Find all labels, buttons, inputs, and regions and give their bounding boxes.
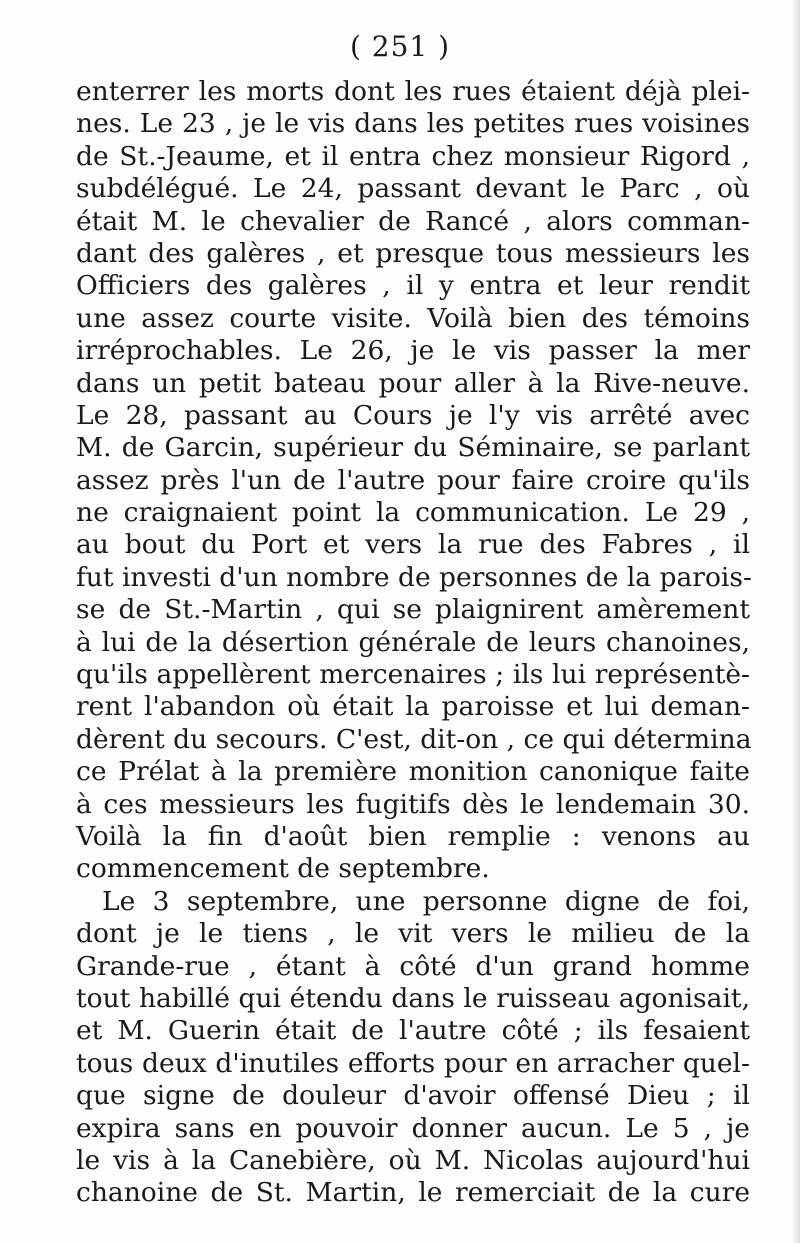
text-line: tous deux d'inutiles efforts pour en arracher quel-: [76, 1047, 750, 1079]
text-line: à ces messieurs les fugitifs dès le lendemain 30.: [76, 788, 750, 820]
text-line: chanoine de St. Martin, le remerciait de la cure: [76, 1177, 750, 1209]
text-line: Voilà la fin d'août bien remplie : venons au: [76, 820, 750, 852]
text-line: fut investi d'un nombre de personnes de la parois-: [76, 561, 752, 593]
text-line: enterrer les morts dont les rues étaient déjà plei-: [76, 76, 750, 107]
text-line: que signe de douleur d'avoir offensé Dieu ; il: [76, 1080, 750, 1112]
text-line: subdélégué. Le 24, passant devant le Parc , où: [76, 173, 750, 205]
text-line: ne craignaient point la communication. Le 29 ,: [76, 497, 750, 529]
text-line: dèrent du secours. C'est, dit-on , ce qui détermina: [76, 723, 752, 755]
text-line: au bout du Port et vers la rue des Fabres , il: [76, 529, 750, 561]
page-edge-shadow: [792, 0, 800, 1243]
paragraph-first-line: Le 3 septembre, une personne digne de foi,: [102, 885, 750, 917]
text-line: irréprochables. Le 26, je le vis passer la mer: [76, 335, 750, 367]
text-line: Officiers des galères , il y entra et leur rendit: [76, 270, 750, 302]
text-line: assez près l'un de l'autre pour faire croire qu'ils: [76, 464, 750, 496]
text-line: et M. Guerin était de l'autre côté ; ils fesaient: [76, 1015, 750, 1047]
text-line: expira sans en pouvoir donner aucun. Le 5 , je: [76, 1112, 750, 1144]
text-line: dont je le tiens , le vit vers le milieu de la: [76, 918, 750, 950]
text-line: dant des galères , et presque tous messieurs les: [76, 237, 750, 269]
text-line: de St.-Jeaume, et il entra chez monsieur Rigord ,: [76, 140, 750, 172]
text-line: M. de Garcin, supérieur du Séminaire, se parlant: [76, 432, 750, 464]
text-line: tout habillé qui étendu dans le ruisseau agonisait,: [76, 982, 750, 1014]
text-line: Grande-rue , étant à côté d'un grand homme: [76, 950, 750, 982]
text-line: rent l'abandon où était la paroisse et lui deman-: [76, 691, 750, 723]
text-line: ce Prélat à la première monition canonique faite: [76, 756, 750, 788]
text-line: dans un petit bateau pour aller à la Rive-neuve.: [76, 367, 750, 399]
body-text: [76, 76, 750, 1210]
text-line: le vis à la Canebière, où M. Nicolas aujourd'hui: [76, 1144, 750, 1176]
text-line: une assez courte visite. Voilà bien des témoins: [76, 302, 750, 334]
text-line: qu'ils appellèrent mercenaires ; ils lui représentè-: [76, 659, 750, 691]
text-line: à lui de la désertion générale de leurs chanoines,: [76, 626, 750, 658]
text-line: Le 28, passant au Cours je l'y vis arrêté avec: [76, 399, 750, 431]
text-line: nes. Le 23 , je le vis dans les petites rues voisines: [76, 108, 750, 140]
page-number: ( 251 ): [349, 30, 451, 63]
text-line: commencement de septembre.: [76, 853, 490, 885]
text-line: était M. le chevalier de Rancé , alors comman-: [76, 205, 750, 237]
text-line: se de St.-Martin , qui se plaignirent amèrement: [76, 594, 750, 626]
